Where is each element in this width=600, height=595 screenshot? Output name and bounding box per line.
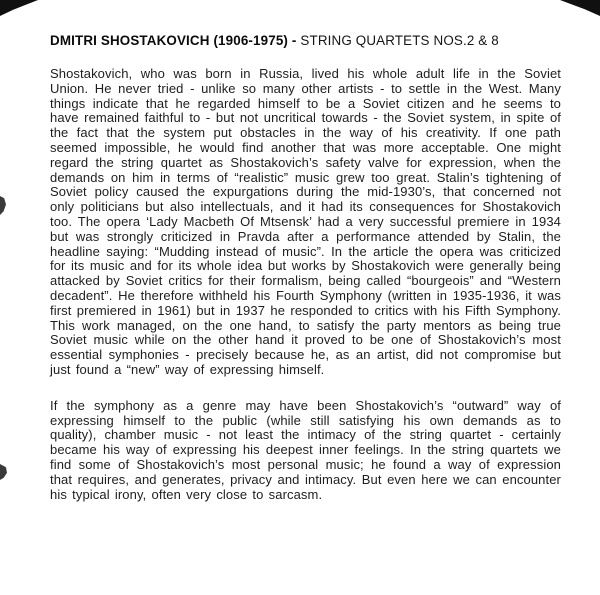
liner-notes-body xyxy=(50,67,561,502)
composer-name-and-dates: DMITRI SHOSTAKOVICH (1906-1975) - xyxy=(50,33,301,48)
body-paragraph-1: Shostakovich, who was born in Russia, lived his whole adult life in the Soviet Union. He never tried - unlike so many other artists - to settle in the West. Many things indicate that he regarded himself to be a Soviet citizen and he seems to have remained faithful to - but not uncritical towards - the Soviet system, in spite of the fact that the system put obstacles in the way of his creativity. If one path seemed impossible, he would find another that was more acceptable. One might regard the string quartet as Shostakovich’s safety valve for expression, when the demands on him in terms of “realistic” music grew too great. Stalin’s tightening of Soviet policy caused the expurgations during the mid-1930’s, that concerned not only politicians but also intellectuals, and it had its consequences for Shostakovich too. The opera ‘Lady Macbeth Of Mtsensk’ had a very successful premiere in 1934 but was strongly criticized in Pravda after a performance attended by Stalin, the headline saying: “Mudding instead of music”. In the article the opera was criticized for its music and for its whole idea but works by Shostakovich were generally being attacked by Soviet critics for their formalism, being called “bourgeois” and “Western decadent”. He therefore withheld his Fourth Symphony (written in 1935-1936, it was first premiered in 1961) but in 1937 he responded to critics with his Fifth Symphony. This work managed, on the one hand, to satisfy the party mentors as being true Soviet music while on the other hand it proved to be one of Shostakovich’s most essential symphonies - precisely because he, as an artist, did not compromise but just found a “new” way of expressing himself. xyxy=(50,66,561,377)
scan-artifact-left-edge-upper xyxy=(0,196,6,215)
work-title: STRING QUARTETS NOS.2 & 8 xyxy=(300,33,499,48)
scan-artifact-top-right xyxy=(560,0,600,16)
body-paragraph-2: If the symphony as a genre may have been Shostakovich’s “outward” way of expressing himself to the public (while still satisfying his own demands as to quality), chamber music - not least the intimacy of the string quartet - certainly became his way of expressing his deepest inner feelings. In the string quartets we find some of Shostakovich’s most personal music; he found a way of expression that requires, and generates, privacy and intimacy. But even here we can encounter his typical irony, often very close to sarcasm. xyxy=(50,397,561,502)
page-title xyxy=(50,33,561,48)
scan-artifact-left-edge-lower xyxy=(0,464,7,480)
page-content xyxy=(50,33,561,502)
scan-artifact-top-left xyxy=(0,0,38,16)
